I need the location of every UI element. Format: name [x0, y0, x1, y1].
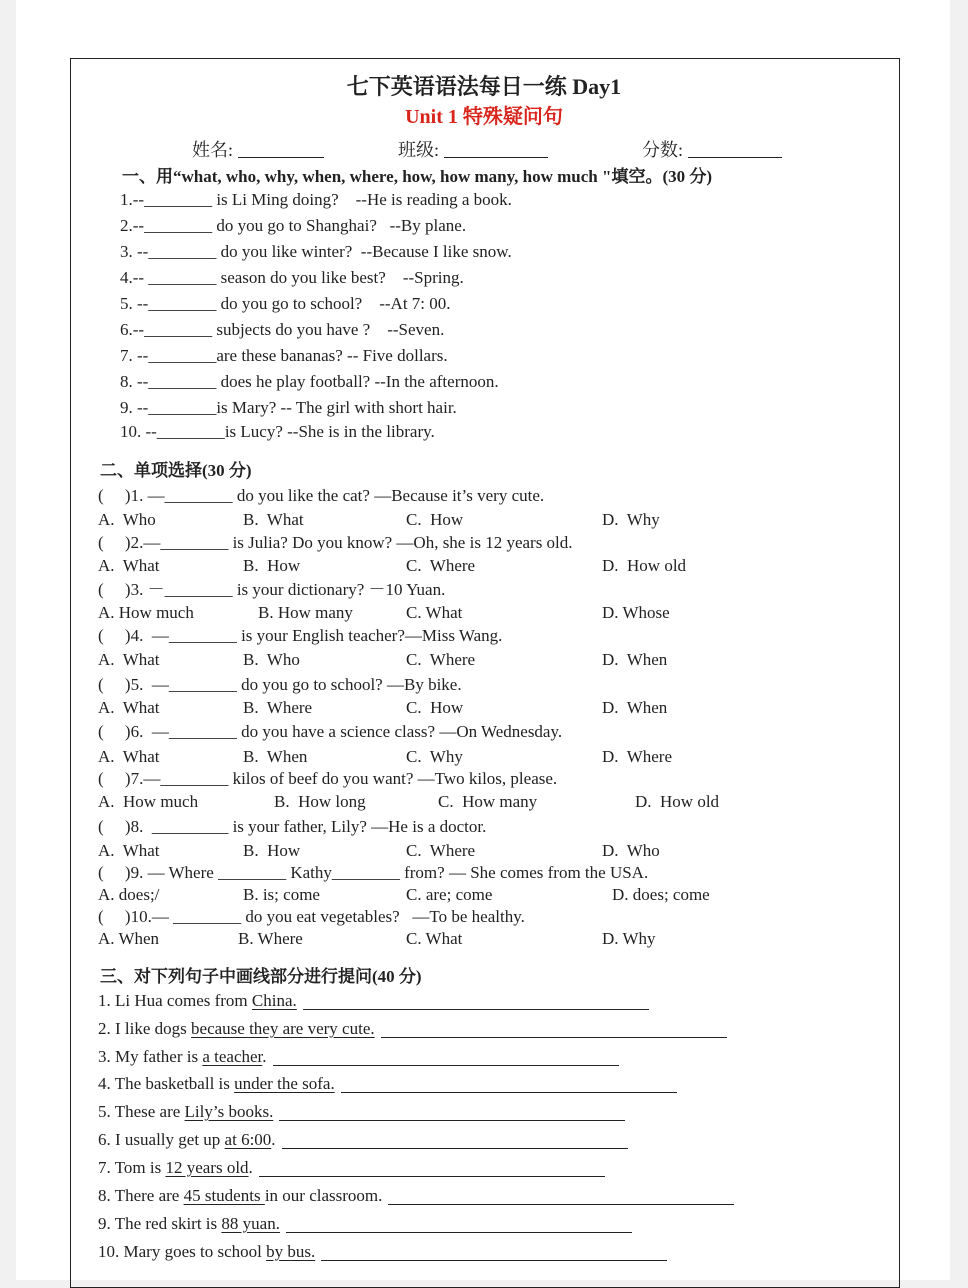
underlined-part: a teacher: [202, 1047, 263, 1066]
answer-line[interactable]: [303, 993, 649, 1010]
mc-question: ( )5. —________ do you go to school? —By bike.: [98, 675, 462, 694]
underlined-part: 88 yuan.: [221, 1214, 280, 1233]
option-c: C. Where: [406, 650, 476, 669]
option-b: B. When: [243, 747, 308, 766]
fill-item: 3. --________ do you like winter? --Because I like snow.: [120, 242, 512, 261]
option-b: B. How: [243, 841, 301, 860]
answer-line[interactable]: [388, 1188, 734, 1205]
option-a: A. does;/: [98, 885, 160, 904]
option-c: C. Where: [406, 841, 476, 860]
option-d: D. Why: [602, 510, 660, 529]
mc-question: ( )6. —________ do you have a science class? —On Wednesday.: [98, 722, 563, 741]
fill-item: 8. --________ does he play football? --In the afternoon.: [120, 372, 499, 391]
sentence-text: 8. There are: [98, 1186, 184, 1205]
option-a: A. What: [98, 747, 160, 766]
option-c: C. Where: [406, 556, 476, 575]
class-label: 班级:: [398, 140, 440, 160]
worksheet-title: 七下英语语法每日一练 Day1: [346, 74, 622, 99]
option-b: B. is; come: [243, 885, 320, 904]
rewrite-item: [98, 991, 649, 1011]
option-c: C. What: [406, 929, 463, 948]
sentence-text: 10. Mary goes to school: [98, 1242, 267, 1261]
sentence-text: 7. Tom is: [98, 1158, 166, 1177]
underlined-part: Lily’s books.: [184, 1102, 274, 1121]
option-a: A. When: [98, 929, 160, 948]
answer-line[interactable]: [259, 1160, 605, 1177]
rewrite-item: [98, 1102, 625, 1122]
answer-line[interactable]: [282, 1132, 628, 1149]
mc-question: ( )1. —________ do you like the cat? —Because it’s very cute.: [98, 486, 545, 505]
option-d: D. When: [602, 650, 668, 669]
fill-item: 6.--________ subjects do you have ? --Seven.: [120, 320, 445, 339]
option-a: A. What: [98, 698, 160, 717]
option-d: D. How old: [602, 556, 687, 575]
sentence-text-post: .: [248, 1158, 253, 1177]
fill-item: 1.--________ is Li Ming doing? --He is reading a book.: [120, 190, 512, 209]
score-blank[interactable]: [688, 139, 782, 158]
sentence-text: 4. The basketball is: [98, 1074, 235, 1093]
rewrite-item: [98, 1158, 605, 1178]
mc-question: ( )9. — Where ________ Kathy________ from? — She comes from the USA.: [98, 863, 649, 882]
option-d: D. When: [602, 698, 668, 717]
option-d: D. does; come: [612, 885, 710, 904]
option-a: A. What: [98, 556, 160, 575]
option-b: B. Where: [238, 929, 303, 948]
answer-line[interactable]: [273, 1049, 619, 1066]
name-field: [192, 136, 324, 162]
sentence-text-post: .: [262, 1047, 267, 1066]
option-a: A. How much: [98, 792, 199, 811]
underlined-part: under the sofa.: [234, 1074, 335, 1093]
name-label: 姓名:: [192, 140, 234, 160]
sentence-text: 9. The red skirt is: [98, 1214, 222, 1233]
section1-heading: 一、用“what, who, why, when, where, how, how many, how much "填空。(30 分): [122, 167, 713, 186]
section2-heading: 二、单项选择(30 分): [100, 461, 252, 480]
option-c: C. How many: [438, 792, 538, 811]
rewrite-item: [98, 1019, 727, 1039]
sentence-text: 2. I like dogs: [98, 1019, 192, 1038]
fill-item: 5. --________ do you go to school? --At 7: 00.: [120, 294, 451, 313]
sentence-text-post: in our classroom.: [264, 1186, 383, 1205]
section3-heading: 三、对下列句子中画线部分进行提问(40 分): [100, 967, 422, 986]
underlined-part: China.: [251, 991, 297, 1010]
option-a: A. What: [98, 650, 160, 669]
rewrite-item: [98, 1186, 734, 1206]
answer-line[interactable]: [381, 1021, 727, 1038]
sentence-text: 5. These are: [98, 1102, 185, 1121]
mc-question: ( )4. —________ is your English teacher?—Miss Wang.: [98, 626, 503, 645]
underlined-part: because they are very cute.: [191, 1019, 375, 1038]
rewrite-item: [98, 1074, 677, 1094]
option-b: B. Where: [243, 698, 313, 717]
option-b: B. Who: [243, 650, 300, 669]
fill-item: 10. --________is Lucy? --She is in the library.: [120, 422, 435, 441]
underlined-part: 45 students: [183, 1186, 265, 1205]
option-d: D. Whose: [602, 603, 670, 622]
rewrite-item: [98, 1242, 667, 1262]
fill-item: 9. --________is Mary? -- The girl with short hair.: [120, 398, 457, 417]
answer-line[interactable]: [341, 1076, 677, 1093]
score-field: [642, 136, 782, 162]
option-c: C. What: [406, 603, 463, 622]
name-blank[interactable]: [238, 139, 324, 158]
fill-item: 2.--________ do you go to Shanghai? --By plane.: [120, 216, 467, 235]
worksheet-subtitle: Unit 1 特殊疑问句: [405, 106, 563, 128]
class-blank[interactable]: [444, 139, 548, 158]
option-b: B. How long: [274, 792, 366, 811]
rewrite-item: [98, 1130, 628, 1150]
answer-line[interactable]: [321, 1244, 667, 1261]
sentence-text-post: .: [271, 1130, 276, 1149]
sentence-text: 1. Li Hua comes from: [98, 991, 252, 1010]
option-d: D. Where: [602, 747, 673, 766]
option-c: C. are; come: [406, 885, 493, 904]
mc-question: ( )8. _________ is your father, Lily? —He is a doctor.: [98, 817, 487, 836]
underlined-part: at 6:00: [224, 1130, 272, 1149]
mc-question: ( )10.— ________ do you eat vegetables? —To be healthy.: [98, 907, 525, 926]
option-d: D. How old: [635, 792, 720, 811]
option-b: B. How: [243, 556, 301, 575]
option-a: A. What: [98, 841, 160, 860]
score-label: 分数:: [642, 140, 684, 160]
underlined-part: by bus.: [266, 1242, 316, 1261]
option-a: A. Who: [98, 510, 156, 529]
mc-question: ( )7.—________ kilos of beef do you want? —Two kilos, please.: [98, 769, 558, 788]
fill-item: 7. --________are these bananas? -- Five dollars.: [120, 346, 448, 365]
underlined-part: 12 years old: [165, 1158, 249, 1177]
option-c: C. Why: [406, 747, 463, 766]
mc-question: ( )3. －________ is your dictionary? －10 Yuan.: [98, 580, 446, 599]
rewrite-item: [98, 1214, 632, 1234]
option-d: D. Who: [602, 841, 660, 860]
option-d: D. Why: [602, 929, 656, 948]
mc-question: ( )2.—________ is Julia? Do you know? —Oh, she is 12 years old.: [98, 533, 573, 552]
option-b: B. How many: [258, 603, 353, 622]
option-b: B. What: [243, 510, 304, 529]
class-field: [398, 136, 548, 162]
sentence-text: 3. My father is: [98, 1047, 203, 1066]
answer-line[interactable]: [279, 1104, 625, 1121]
option-c: C. How: [406, 510, 464, 529]
rewrite-item: [98, 1047, 619, 1067]
option-a: A. How much: [98, 603, 194, 622]
fill-item: 4.-- ________ season do you like best? --Spring.: [120, 268, 464, 287]
answer-line[interactable]: [286, 1216, 632, 1233]
sentence-text: 6. I usually get up: [98, 1130, 225, 1149]
option-c: C. How: [406, 698, 464, 717]
